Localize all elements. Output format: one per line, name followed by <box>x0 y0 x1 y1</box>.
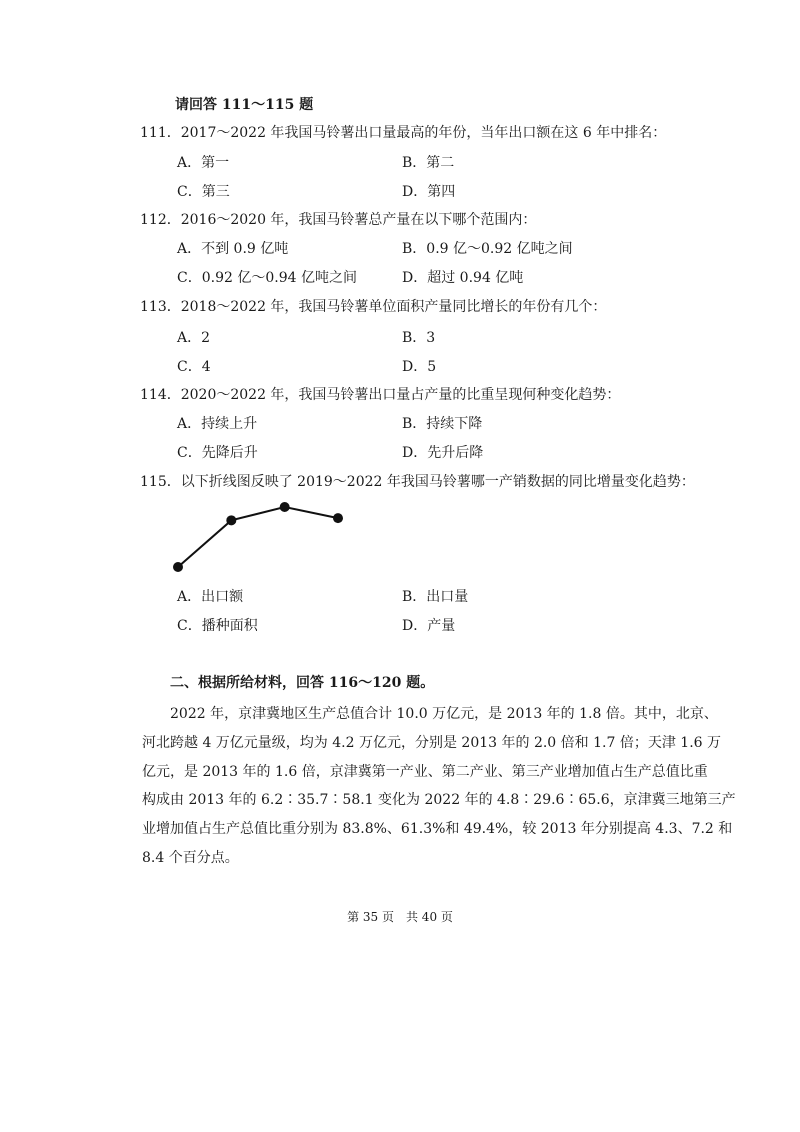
question-115-option-d: D．产量 <box>402 618 456 634</box>
question-111-stem: 111．2017～2022 年我国马铃薯出口量最高的年份，当年出口额在这 6 年中排名： <box>140 125 667 141</box>
question-114-option-c: C．先降后升 <box>177 445 258 461</box>
trend-point-4 <box>333 513 343 523</box>
question-112-option-c: C．0.92 亿～0.94 亿吨之间 <box>177 270 357 286</box>
trend-point-1 <box>173 562 183 572</box>
section-2-title: 二、根据所给材料，回答 116～120 题。 <box>170 675 435 691</box>
trend-point-2 <box>226 515 236 525</box>
question-114-option-b: B．持续下降 <box>402 416 483 432</box>
question-112-option-b: B．0.9 亿～0.92 亿吨之间 <box>402 241 573 257</box>
question-111-option-d: D．第四 <box>402 184 456 200</box>
question-113-option-a: A．2 <box>177 330 211 346</box>
trend-point-3 <box>280 502 290 512</box>
question-group-heading: 请回答 111～115 题 <box>175 97 314 113</box>
page-footer: 第 35 页 共 40 页 <box>347 910 453 924</box>
question-115-option-b: B．出口量 <box>402 589 469 605</box>
paragraph-line: 河北跨越 4 万亿元量级，均为 4.2 万亿元，分别是 2013 年的 2.0 倍和 1.7 倍；天津 1.6 万 <box>142 734 721 751</box>
question-113-option-c: C．4 <box>177 359 211 375</box>
trend-line <box>178 507 338 567</box>
question-114-stem: 114．2020～2022 年，我国马铃薯出口量占产量的比重呈现何种变化趋势： <box>140 387 621 403</box>
question-114-option-a: A．持续上升 <box>177 416 258 432</box>
material-paragraph <box>142 700 736 873</box>
paragraph-line: 2022 年，京津冀地区生产总值合计 10.0 万亿元，是 2013 年的 1.8 倍。其中，北京、 <box>170 706 718 722</box>
question-113-stem: 113．2018～2022 年，我国马铃薯单位面积产量同比增长的年份有几个： <box>140 299 607 315</box>
question-114-option-d: D．先升后降 <box>402 445 484 461</box>
paragraph-line: 构成由 2013 年的 6.2∶35.7∶58.1 变化为 2022 年的 4.8∶29.6∶65.6，京津冀三地第三产 <box>142 792 736 809</box>
question-115-option-a: A．出口额 <box>177 589 244 605</box>
question-113-option-b: B．3 <box>402 330 436 346</box>
question-112-stem: 112．2016～2020 年，我国马铃薯总产量在以下哪个范围内： <box>140 212 537 228</box>
question-111-option-b: B．第二 <box>402 155 455 171</box>
question-115-option-c: C．播种面积 <box>177 618 258 634</box>
question-111-option-a: A．第一 <box>177 155 230 171</box>
question-112-option-d: D．超过 0.94 亿吨 <box>402 270 524 286</box>
paragraph-line: 业增加值占生产总值比重分别为 83.8%、61.3%和 49.4%，较 2013 年分别提高 4.3、7.2 和 <box>142 821 733 838</box>
question-113-option-d: D．5 <box>402 359 437 375</box>
question-111-option-c: C．第三 <box>177 184 230 200</box>
paragraph-line: 亿元，是 2013 年的 1.6 倍，京津冀第一产业、第二产业、第三产业增加值占生产总值比重 <box>142 763 708 780</box>
trend-line-chart <box>160 495 360 580</box>
question-115-stem: 115．以下折线图反映了 2019～2022 年我国马铃薯哪一产销数据的同比增量变化趋势： <box>140 474 695 490</box>
paragraph-line: 8.4 个百分点。 <box>142 849 239 866</box>
question-112-option-a: A．不到 0.9 亿吨 <box>177 241 289 257</box>
